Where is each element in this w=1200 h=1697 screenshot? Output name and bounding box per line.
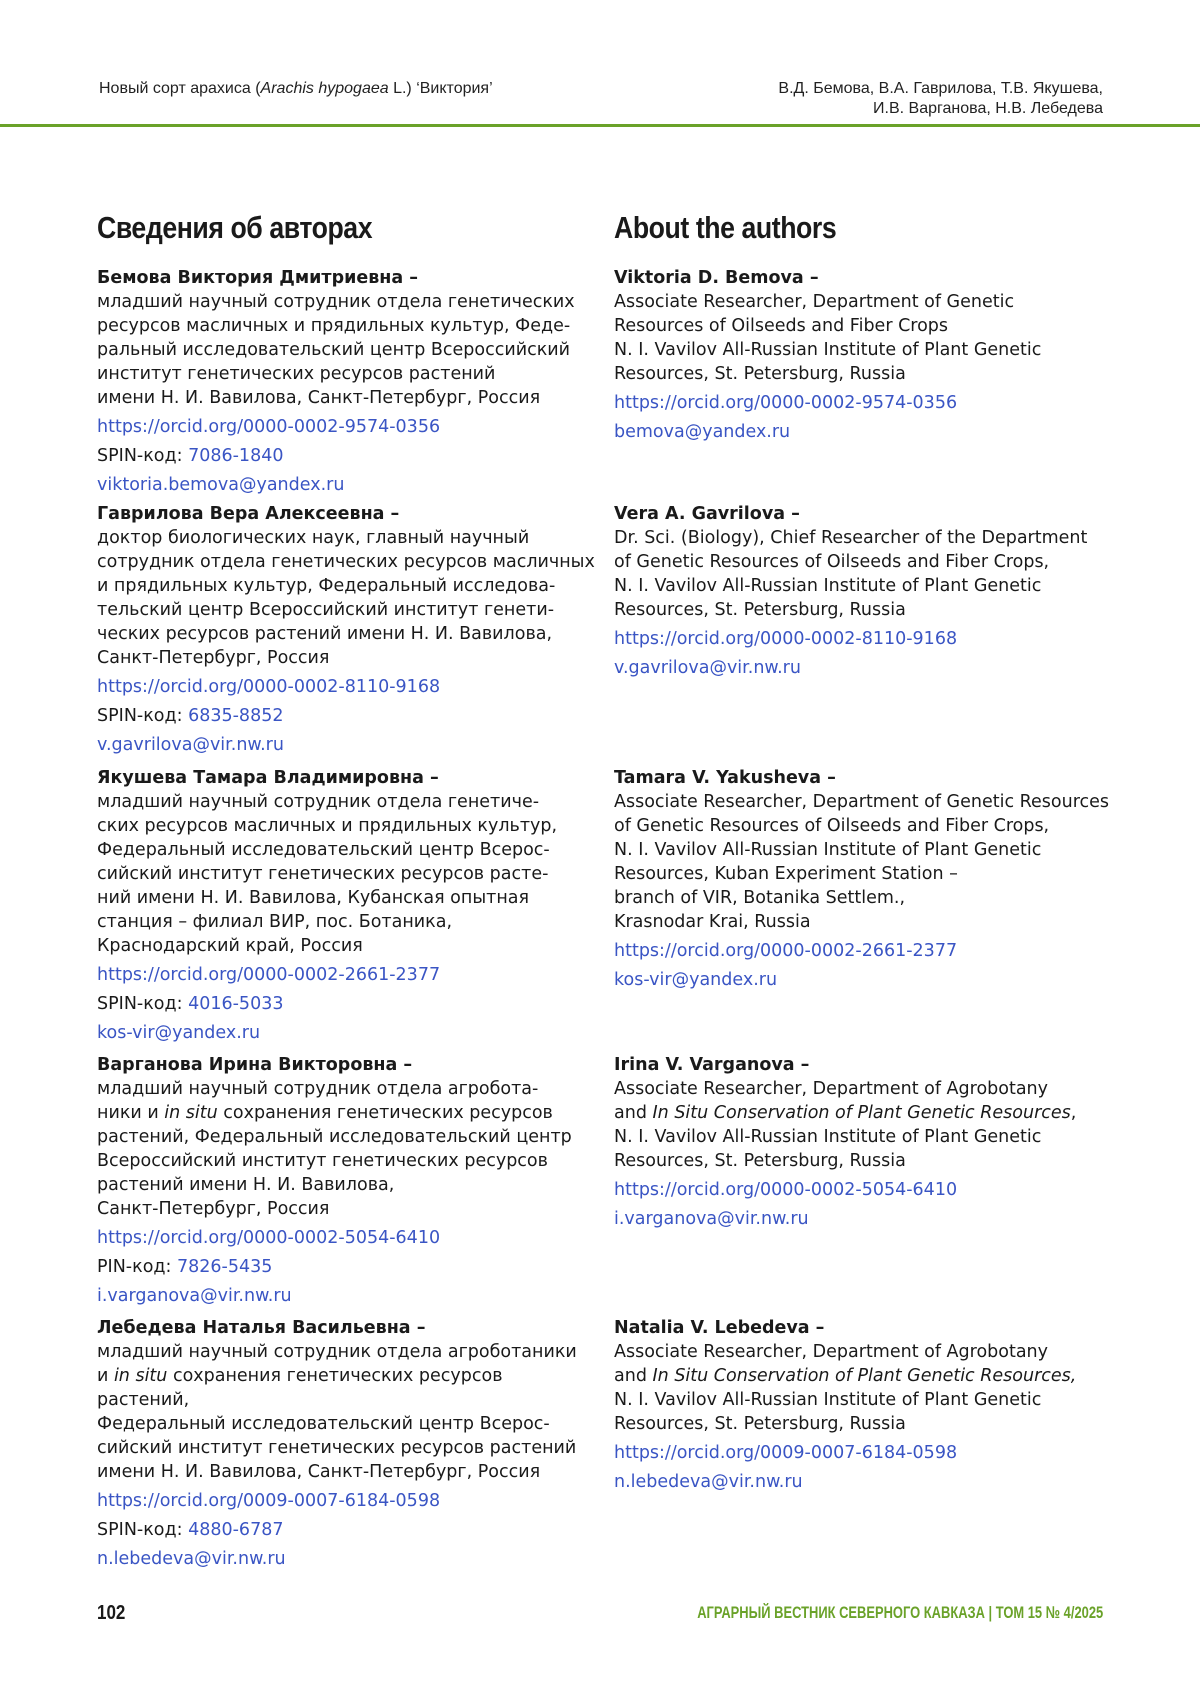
affiliation-line: растений имени Н. И. Вавилова, [97, 1175, 395, 1195]
email-link[interactable]: bemova@yandex.ru [614, 422, 791, 442]
author-affiliation [97, 526, 597, 670]
affiliation-line: branch of VIR, Botanika Settlem., [614, 888, 906, 908]
running-title-species: Arachis hypogaea [260, 80, 389, 97]
affiliation-line: ральный исследовательский центр Всероссийский [97, 340, 571, 360]
affiliation-line: Санкт-Петербург, Россия [97, 1199, 330, 1219]
affiliation-italic: in situ [164, 1103, 218, 1123]
affiliation-line: младший научный сотрудник отдела генетических [97, 292, 575, 312]
author-ru-yakusheva [97, 766, 597, 1045]
authors-ru-column [97, 208, 597, 1569]
spin-label: PIN-код: [97, 1257, 177, 1277]
author-affiliation [614, 1340, 1114, 1436]
author-affiliation [97, 290, 597, 410]
affiliation-text: , [1070, 1103, 1077, 1123]
affiliation-line: Краснодарский край, Россия [97, 936, 363, 956]
author-name: Якушева Тамара Владимировна – [97, 768, 439, 788]
author-en-yakusheva [614, 766, 1114, 992]
header-rule [0, 124, 1200, 127]
spin-link[interactable]: 6835-8852 [188, 706, 284, 726]
affiliation-line: Федеральный исследовательский центр Всерос- [97, 1414, 550, 1434]
affiliation-line [614, 1364, 1114, 1388]
affiliation-line: Dr. Sci. (Biology), Chief Researcher of the Department [614, 528, 1088, 548]
running-title-pre: Новый сорт арахиса ( [99, 80, 261, 97]
orcid-link[interactable]: https://orcid.org/0000-0002-2661-2377 [614, 941, 958, 961]
email-link[interactable]: viktoria.bemova@yandex.ru [97, 475, 345, 495]
author-en-lebedeva [614, 1316, 1114, 1494]
affiliation-line: N. I. Vavilov All-Russian Institute of Plant Genetic [614, 1127, 1042, 1147]
affiliation-line: Associate Researcher, Department of Agrobotany [614, 1079, 1049, 1099]
author-name: Гаврилова Вера Алексеевна – [97, 504, 400, 524]
affiliation-line: ских ресурсов масличных и прядильных культур, [97, 816, 558, 836]
spin-label: SPIN-код: [97, 446, 189, 466]
affiliation-line: Resources, St. Petersburg, Russia [614, 1414, 906, 1434]
email-link[interactable]: v.gavrilova@vir.nw.ru [97, 735, 284, 755]
spin-label: SPIN-код: [97, 706, 189, 726]
spin-link[interactable]: 4880-6787 [188, 1520, 284, 1540]
affiliation-line: растений, Федеральный исследовательский центр [97, 1127, 572, 1147]
affiliation-text: and [614, 1103, 653, 1123]
spin-label: SPIN-код: [97, 994, 189, 1014]
affiliation-line: ресурсов масличных и прядильных культур, Феде- [97, 316, 571, 336]
page-header [0, 0, 1200, 128]
affiliation-line: сийский институт генетических ресурсов расте- [97, 864, 549, 884]
affiliation-line: станция – филиал ВИР, пос. Ботаника, [97, 912, 453, 932]
author-en-gavrilova [614, 502, 1114, 680]
affiliation-line: ческих ресурсов растений имени Н. И. Вавилова, [97, 624, 553, 644]
spin-link[interactable]: 4016-5033 [188, 994, 284, 1014]
spin-label: SPIN-код: [97, 1520, 189, 1540]
author-ru-gavrilova [97, 502, 597, 757]
running-authors [778, 79, 1103, 119]
author-affiliation [97, 790, 597, 958]
affiliation-line: Resources of Oilseeds and Fiber Crops [614, 316, 949, 336]
affiliation-line: младший научный сотрудник отдела агробота- [97, 1079, 539, 1099]
spin-link[interactable]: 7086-1840 [188, 446, 284, 466]
affiliation-line: of Genetic Resources of Oilseeds and Fiber Crops, [614, 552, 1050, 572]
affiliation-line: Resources, Kuban Experiment Station – [614, 864, 958, 884]
affiliation-line: Krasnodar Krai, Russia [614, 912, 811, 932]
journal-footer: АГРАРНЫЙ ВЕСТНИК СЕВЕРНОГО КАВКАЗА | ТОМ 15 № 4/2025 [697, 1603, 1103, 1622]
author-ru-bemova [97, 266, 597, 497]
spin-link[interactable]: 7826-5435 [176, 1257, 273, 1277]
affiliation-line [97, 1101, 597, 1125]
affiliation-line: и прядильных культур, Федеральный исследова- [97, 576, 556, 596]
affiliation-line: Федеральный исследовательский центр Всерос- [97, 840, 550, 860]
author-affiliation [97, 1340, 597, 1484]
affiliation-text: сохранения генетических ресурсов [217, 1103, 553, 1123]
affiliation-line [97, 1364, 597, 1412]
orcid-link[interactable]: https://orcid.org/0000-0002-8110-9168 [97, 677, 441, 697]
affiliation-line: младший научный сотрудник отдела генетиче- [97, 792, 540, 812]
author-ru-lebedeva [97, 1316, 597, 1571]
affiliation-line: N. I. Vavilov All-Russian Institute of Plant Genetic [614, 340, 1042, 360]
author-affiliation [97, 1077, 597, 1221]
author-name: Tamara V. Yakusheva – [614, 768, 836, 788]
author-name: Natalia V. Lebedeva – [614, 1318, 825, 1338]
affiliation-line: Санкт-Петербург, Россия [97, 648, 330, 668]
authors-en-column [614, 208, 1114, 1492]
running-authors-line-1: В.Д. Бемова, В.А. Гаврилова, Т.В. Якушева, [778, 80, 1103, 97]
orcid-link[interactable]: https://orcid.org/0000-0002-5054-6410 [97, 1228, 441, 1248]
affiliation-line: тельский центр Всероссийский институт генети- [97, 600, 555, 620]
author-name: Лебедева Наталья Васильевна – [97, 1318, 426, 1338]
orcid-link[interactable]: https://orcid.org/0000-0002-9574-0356 [614, 393, 958, 413]
orcid-link[interactable]: https://orcid.org/0000-0002-8110-9168 [614, 629, 958, 649]
email-link[interactable]: n.lebedeva@vir.nw.ru [614, 1472, 803, 1492]
running-title-post: L.) ‘Виктория’ [388, 80, 493, 97]
affiliation-line: N. I. Vavilov All-Russian Institute of Plant Genetic [614, 1390, 1042, 1410]
orcid-link[interactable]: https://orcid.org/0009-0007-6184-0598 [97, 1491, 441, 1511]
affiliation-line: Resources, St. Petersburg, Russia [614, 364, 906, 384]
author-en-bemova [614, 266, 1114, 444]
affiliation-line: Associate Researcher, Department of Agrobotany [614, 1342, 1049, 1362]
section-title-ru: Сведения об авторах [97, 210, 373, 245]
running-authors-line-2: И.В. Варганова, Н.В. Лебедева [873, 100, 1103, 117]
email-link[interactable]: kos-vir@yandex.ru [97, 1023, 261, 1043]
affiliation-line: имени Н. И. Вавилова, Санкт-Петербург, Россия [97, 1462, 541, 1482]
email-link[interactable]: i.varganova@vir.nw.ru [97, 1286, 292, 1306]
affiliation-line: Associate Researcher, Department of Genetic [614, 292, 1015, 312]
email-link[interactable]: i.varganova@vir.nw.ru [614, 1209, 809, 1229]
affiliation-line [614, 1101, 1114, 1125]
affiliation-italic: in situ [113, 1366, 168, 1386]
affiliation-line: имени Н. И. Вавилова, Санкт-Петербург, Россия [97, 388, 541, 408]
running-title [99, 79, 493, 99]
affiliation-italic: In Situ Conservation of Plant Genetic Resources [652, 1103, 1071, 1123]
author-ru-varganova [97, 1053, 597, 1308]
orcid-link[interactable]: https://orcid.org/0000-0002-5054-6410 [614, 1180, 958, 1200]
author-affiliation [614, 790, 1114, 934]
section-title-en: About the authors [614, 210, 837, 245]
affiliation-text: и [97, 1366, 114, 1386]
affiliation-line: ний имени Н. И. Вавилова, Кубанская опытная [97, 888, 530, 908]
email-link[interactable]: v.gavrilova@vir.nw.ru [614, 658, 801, 678]
author-name: Viktoria D. Bemova – [614, 268, 819, 288]
affiliation-line: младший научный сотрудник отдела агроботаники [97, 1342, 577, 1362]
affiliation-line: Resources, St. Petersburg, Russia [614, 1151, 906, 1171]
affiliation-italic: In Situ Conservation of Plant Genetic Resources, [652, 1366, 1077, 1386]
affiliation-line: N. I. Vavilov All-Russian Institute of Plant Genetic [614, 576, 1042, 596]
affiliation-line: Resources, St. Petersburg, Russia [614, 600, 906, 620]
affiliation-line: N. I. Vavilov All-Russian Institute of Plant Genetic [614, 840, 1042, 860]
affiliation-text: and [614, 1366, 653, 1386]
orcid-link[interactable]: https://orcid.org/0000-0002-9574-0356 [97, 417, 441, 437]
author-name: Бемова Виктория Дмитриевна – [97, 268, 419, 288]
orcid-link[interactable]: https://orcid.org/0000-0002-2661-2377 [97, 965, 441, 985]
affiliation-text: сохранения генетических ресурсов растений, [97, 1366, 503, 1410]
affiliation-line: сотрудник отдела генетических ресурсов масличных [97, 552, 595, 572]
affiliation-line: институт генетических ресурсов растений [97, 364, 496, 384]
author-name: Vera A. Gavrilova – [614, 504, 800, 524]
affiliation-text: ники и [97, 1103, 165, 1123]
author-affiliation [614, 526, 1114, 622]
email-link[interactable]: kos-vir@yandex.ru [614, 970, 778, 990]
affiliation-line: Всероссийский институт генетических ресурсов [97, 1151, 548, 1171]
author-affiliation [614, 1077, 1114, 1173]
affiliation-line: доктор биологических наук, главный научный [97, 528, 530, 548]
orcid-link[interactable]: https://orcid.org/0009-0007-6184-0598 [614, 1443, 958, 1463]
page-number: 102 [97, 1602, 126, 1624]
author-name: Варганова Ирина Викторовна – [97, 1055, 413, 1075]
affiliation-line: of Genetic Resources of Oilseeds and Fiber Crops, [614, 816, 1050, 836]
email-link[interactable]: n.lebedeva@vir.nw.ru [97, 1549, 286, 1569]
author-en-varganova [614, 1053, 1114, 1231]
author-name: Irina V. Varganova – [614, 1055, 810, 1075]
affiliation-line: Associate Researcher, Department of Genetic Resources [614, 792, 1110, 812]
affiliation-line: сийский институт генетических ресурсов растений [97, 1438, 577, 1458]
author-affiliation [614, 290, 1114, 386]
